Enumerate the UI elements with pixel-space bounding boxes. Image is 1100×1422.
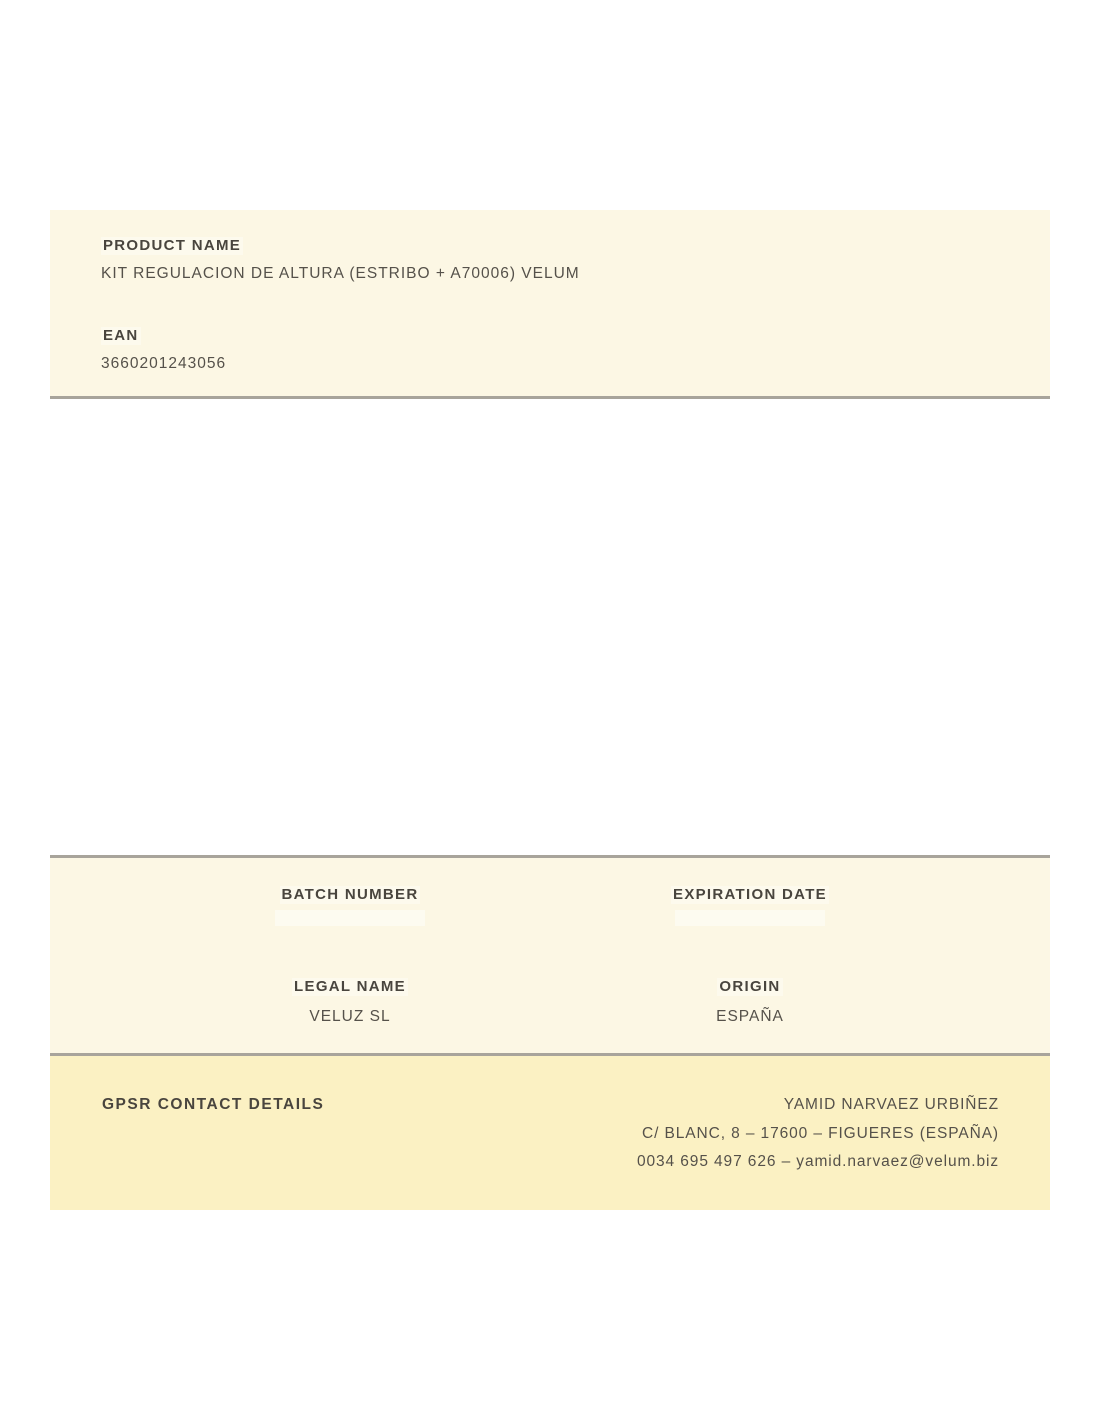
batch-number-value (275, 910, 425, 926)
expiration-date-value (675, 910, 825, 926)
legal-name-value: VELUZ SL (309, 1008, 391, 1025)
gpsr-contact-section (50, 1053, 1050, 1210)
origin-value: ESPAÑA (716, 1008, 784, 1025)
batch-info-section (50, 855, 1050, 1053)
ean-value: 3660201243056 (101, 355, 227, 372)
expiration-date-field (550, 886, 950, 926)
product-name-value: KIT REGULACION DE ALTURA (ESTRIBO + A70006) VELUM (101, 265, 580, 282)
gpsr-contact-name: YAMID NARVAEZ URBIÑEZ (783, 1096, 999, 1113)
ean-label: EAN (103, 327, 139, 344)
batch-number-label: BATCH NUMBER (281, 886, 419, 903)
batch-number-field (150, 886, 550, 926)
legal-name-field (150, 978, 550, 1025)
expiration-date-label: EXPIRATION DATE (673, 886, 827, 903)
gpsr-contact-block (637, 1091, 999, 1177)
product-name-label: PRODUCT NAME (103, 237, 242, 254)
legal-name-label: LEGAL NAME (294, 978, 406, 995)
gpsr-contact-phone-email: 0034 695 497 626 – yamid.narvaez@velum.biz (636, 1153, 999, 1170)
ean-field (101, 327, 1000, 372)
legal-origin-row (150, 978, 950, 1025)
product-info-section (50, 210, 1050, 399)
gpsr-contact-address: C/ BLANC, 8 – 17600 – FIGUERES (ESPAÑA) (642, 1124, 999, 1142)
origin-label: ORIGIN (719, 978, 781, 995)
origin-field (550, 978, 950, 1025)
batch-expiration-row (150, 886, 950, 926)
product-name-field (101, 237, 1000, 282)
gpsr-contact-label: GPSR CONTACT DETAILS (102, 1096, 325, 1113)
